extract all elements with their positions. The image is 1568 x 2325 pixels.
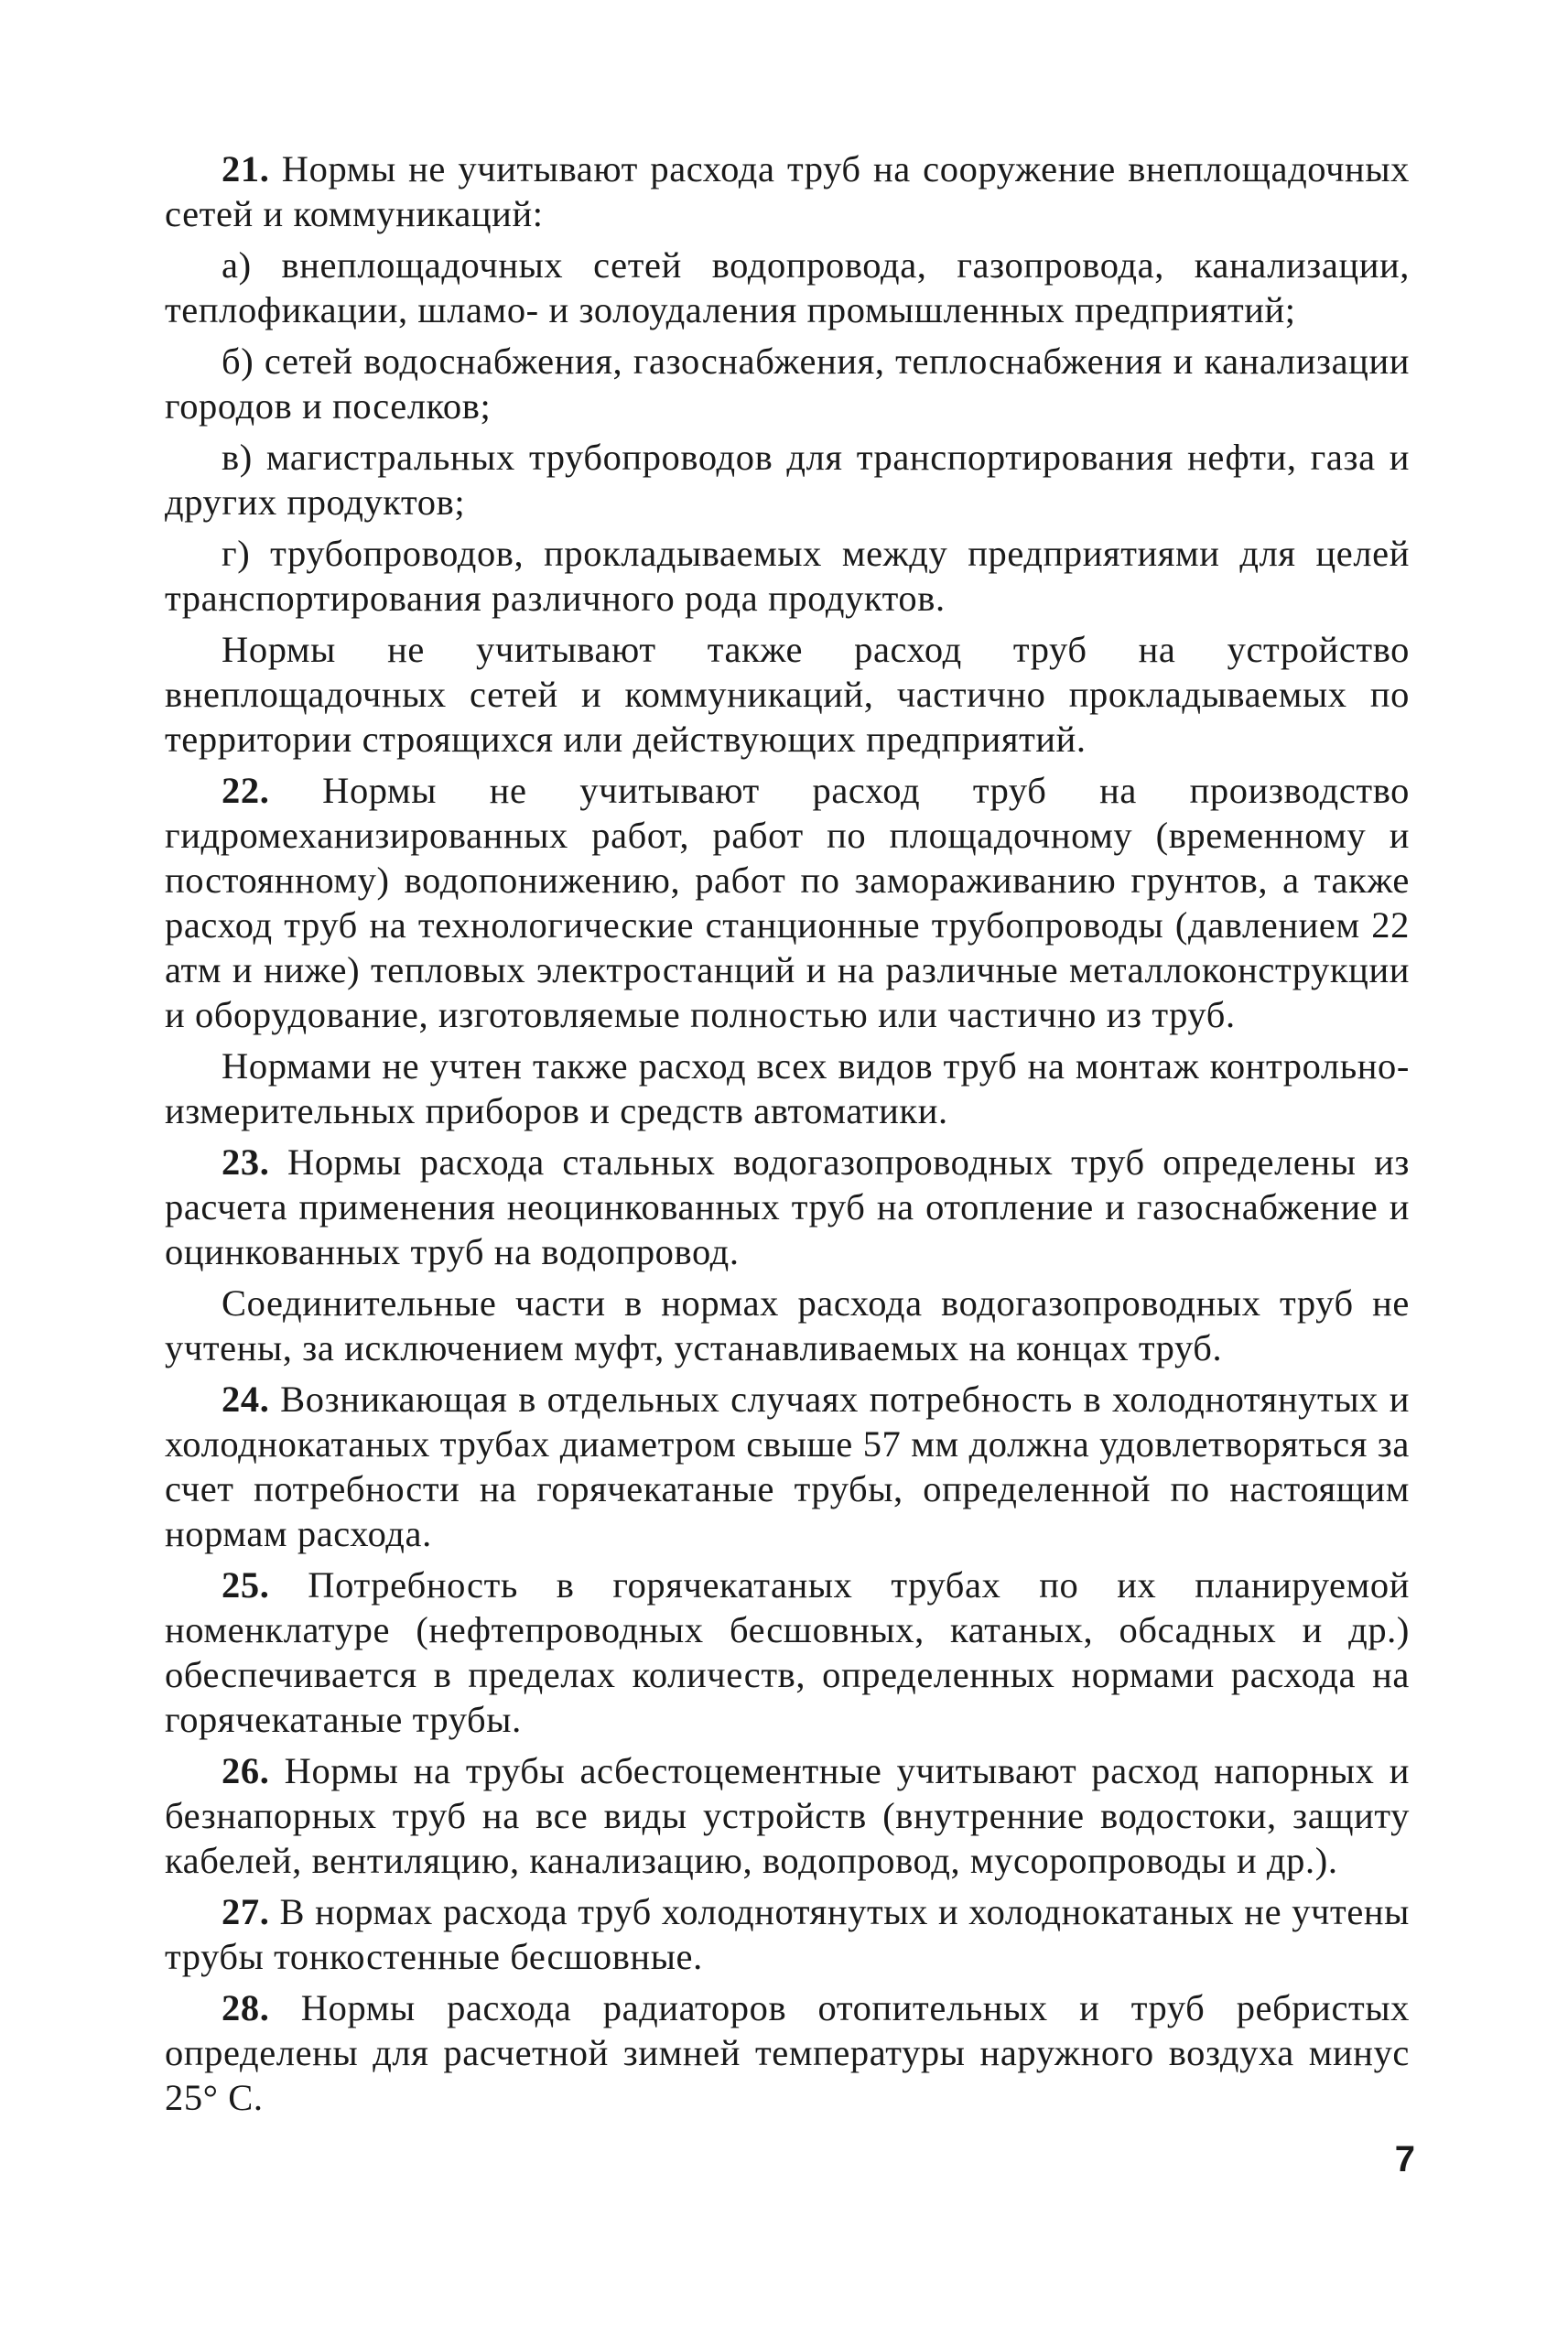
paragraph-21-item-a [165,243,1410,332]
paragraph-text: В нормах расхода труб холоднотянутых и холоднокатаных не учтены трубы тонкостенные бесшовные. [165,1891,1410,1977]
paragraph-text: Нормы не учитывают расход труб на производство гидромеханизированных работ, работ по площадочному (временному и постоянному) водопонижению, работ по замораживанию грунтов, а также расход труб на технологические станционные трубопроводы (давлением 22 атм и ниже) тепловых электростанций и на различные металлоконструкции и оборудование, изготовляемые полностью или частично из труб. [165,770,1410,1035]
paragraph-26 [165,1748,1410,1883]
paragraph-text: а) внеплощадочных сетей водопровода, газопровода, канализации, теплофикации, шламо- и золоудаления промышленных предприятий; [165,244,1410,330]
paragraph-23-note [165,1281,1410,1370]
paragraph-21-note [165,627,1410,762]
paragraph-number: 22. [222,770,270,811]
paragraph-number: 21. [222,148,270,189]
paragraph-27 [165,1889,1410,1979]
paragraph-21 [165,146,1410,236]
paragraph-text: Нормами не учтен также расход всех видов труб на монтаж контрольно-измерительных приборов и средств автоматики. [165,1045,1410,1131]
paragraph-22 [165,768,1410,1037]
paragraph-number: 28. [222,1987,270,2028]
paragraph-text: Потребность в горячекатаных трубах по их планируемой номенклатуре (нефтепроводных бесшовных, катаных, обсадных и др.) обеспечивается в пределах количеств, определенных нормами расхода на горячекатаные трубы. [165,1564,1410,1740]
paragraph-text: Возникающая в отдельных случаях потребность в холоднотянутых и холоднокатаных трубах диаметром свыше 57 мм должна удовлетворяться за счет потребности на горячекатаные трубы, определенной по настоящим нормам расхода. [165,1379,1410,1554]
paragraph-21-item-v [165,435,1410,524]
paragraph-28 [165,1985,1410,2120]
paragraph-text: Нормы не учитывают также расход труб на устройство внеплощадочных сетей и коммуникаций, частично прокладываемых по территории строящихся или действующих предприятий. [165,629,1410,760]
paragraph-23 [165,1140,1410,1274]
paragraph-text: Нормы расхода стальных водогазопроводных труб определены из расчета применения неоцинкованных труб на отопление и газоснабжение и оцинкованных труб на водопровод. [165,1141,1410,1272]
paragraph-21-item-g [165,531,1410,621]
paragraph-text: Нормы расхода радиаторов отопительных и труб ребристых определены для расчетной зимней температуры наружного воздуха минус 25° С. [165,1987,1410,2118]
paragraph-text: б) сетей водоснабжения, газоснабжения, теплоснабжения и канализации городов и поселков; [165,341,1410,427]
paragraph-text: Нормы на трубы асбестоцементные учитывают расход напорных и безнапорных труб на все виды устройств (внутренние водостоки, защиту кабелей, вентиляцию, канализацию, водопровод, мусоропроводы и др.). [165,1750,1410,1881]
document-body [165,146,1410,2126]
paragraph-text: Нормы не учитывают расхода труб на сооружение внеплощадочных сетей и коммуникаций: [165,148,1410,234]
paragraph-24 [165,1377,1410,1556]
paragraph-number: 25. [222,1564,270,1606]
paragraph-text: в) магистральных трубопроводов для транспортирования нефти, газа и других продуктов; [165,437,1410,523]
paragraph-number: 24. [222,1379,270,1420]
paragraph-21-item-b [165,339,1410,428]
paragraph-number: 23. [222,1141,270,1183]
paragraph-25 [165,1563,1410,1742]
paragraph-number: 26. [222,1750,270,1791]
paragraph-text: Соединительные части в нормах расхода водогазопроводных труб не учтены, за исключением муфт, устанавливаемых на концах труб. [165,1282,1410,1368]
page-number: 7 [1394,2139,1415,2179]
paragraph-text: г) трубопроводов, прокладываемых между предприятиями для целей транспортирования различного рода продуктов. [165,533,1410,619]
paragraph-22-note [165,1044,1410,1133]
paragraph-number: 27. [222,1891,270,1932]
